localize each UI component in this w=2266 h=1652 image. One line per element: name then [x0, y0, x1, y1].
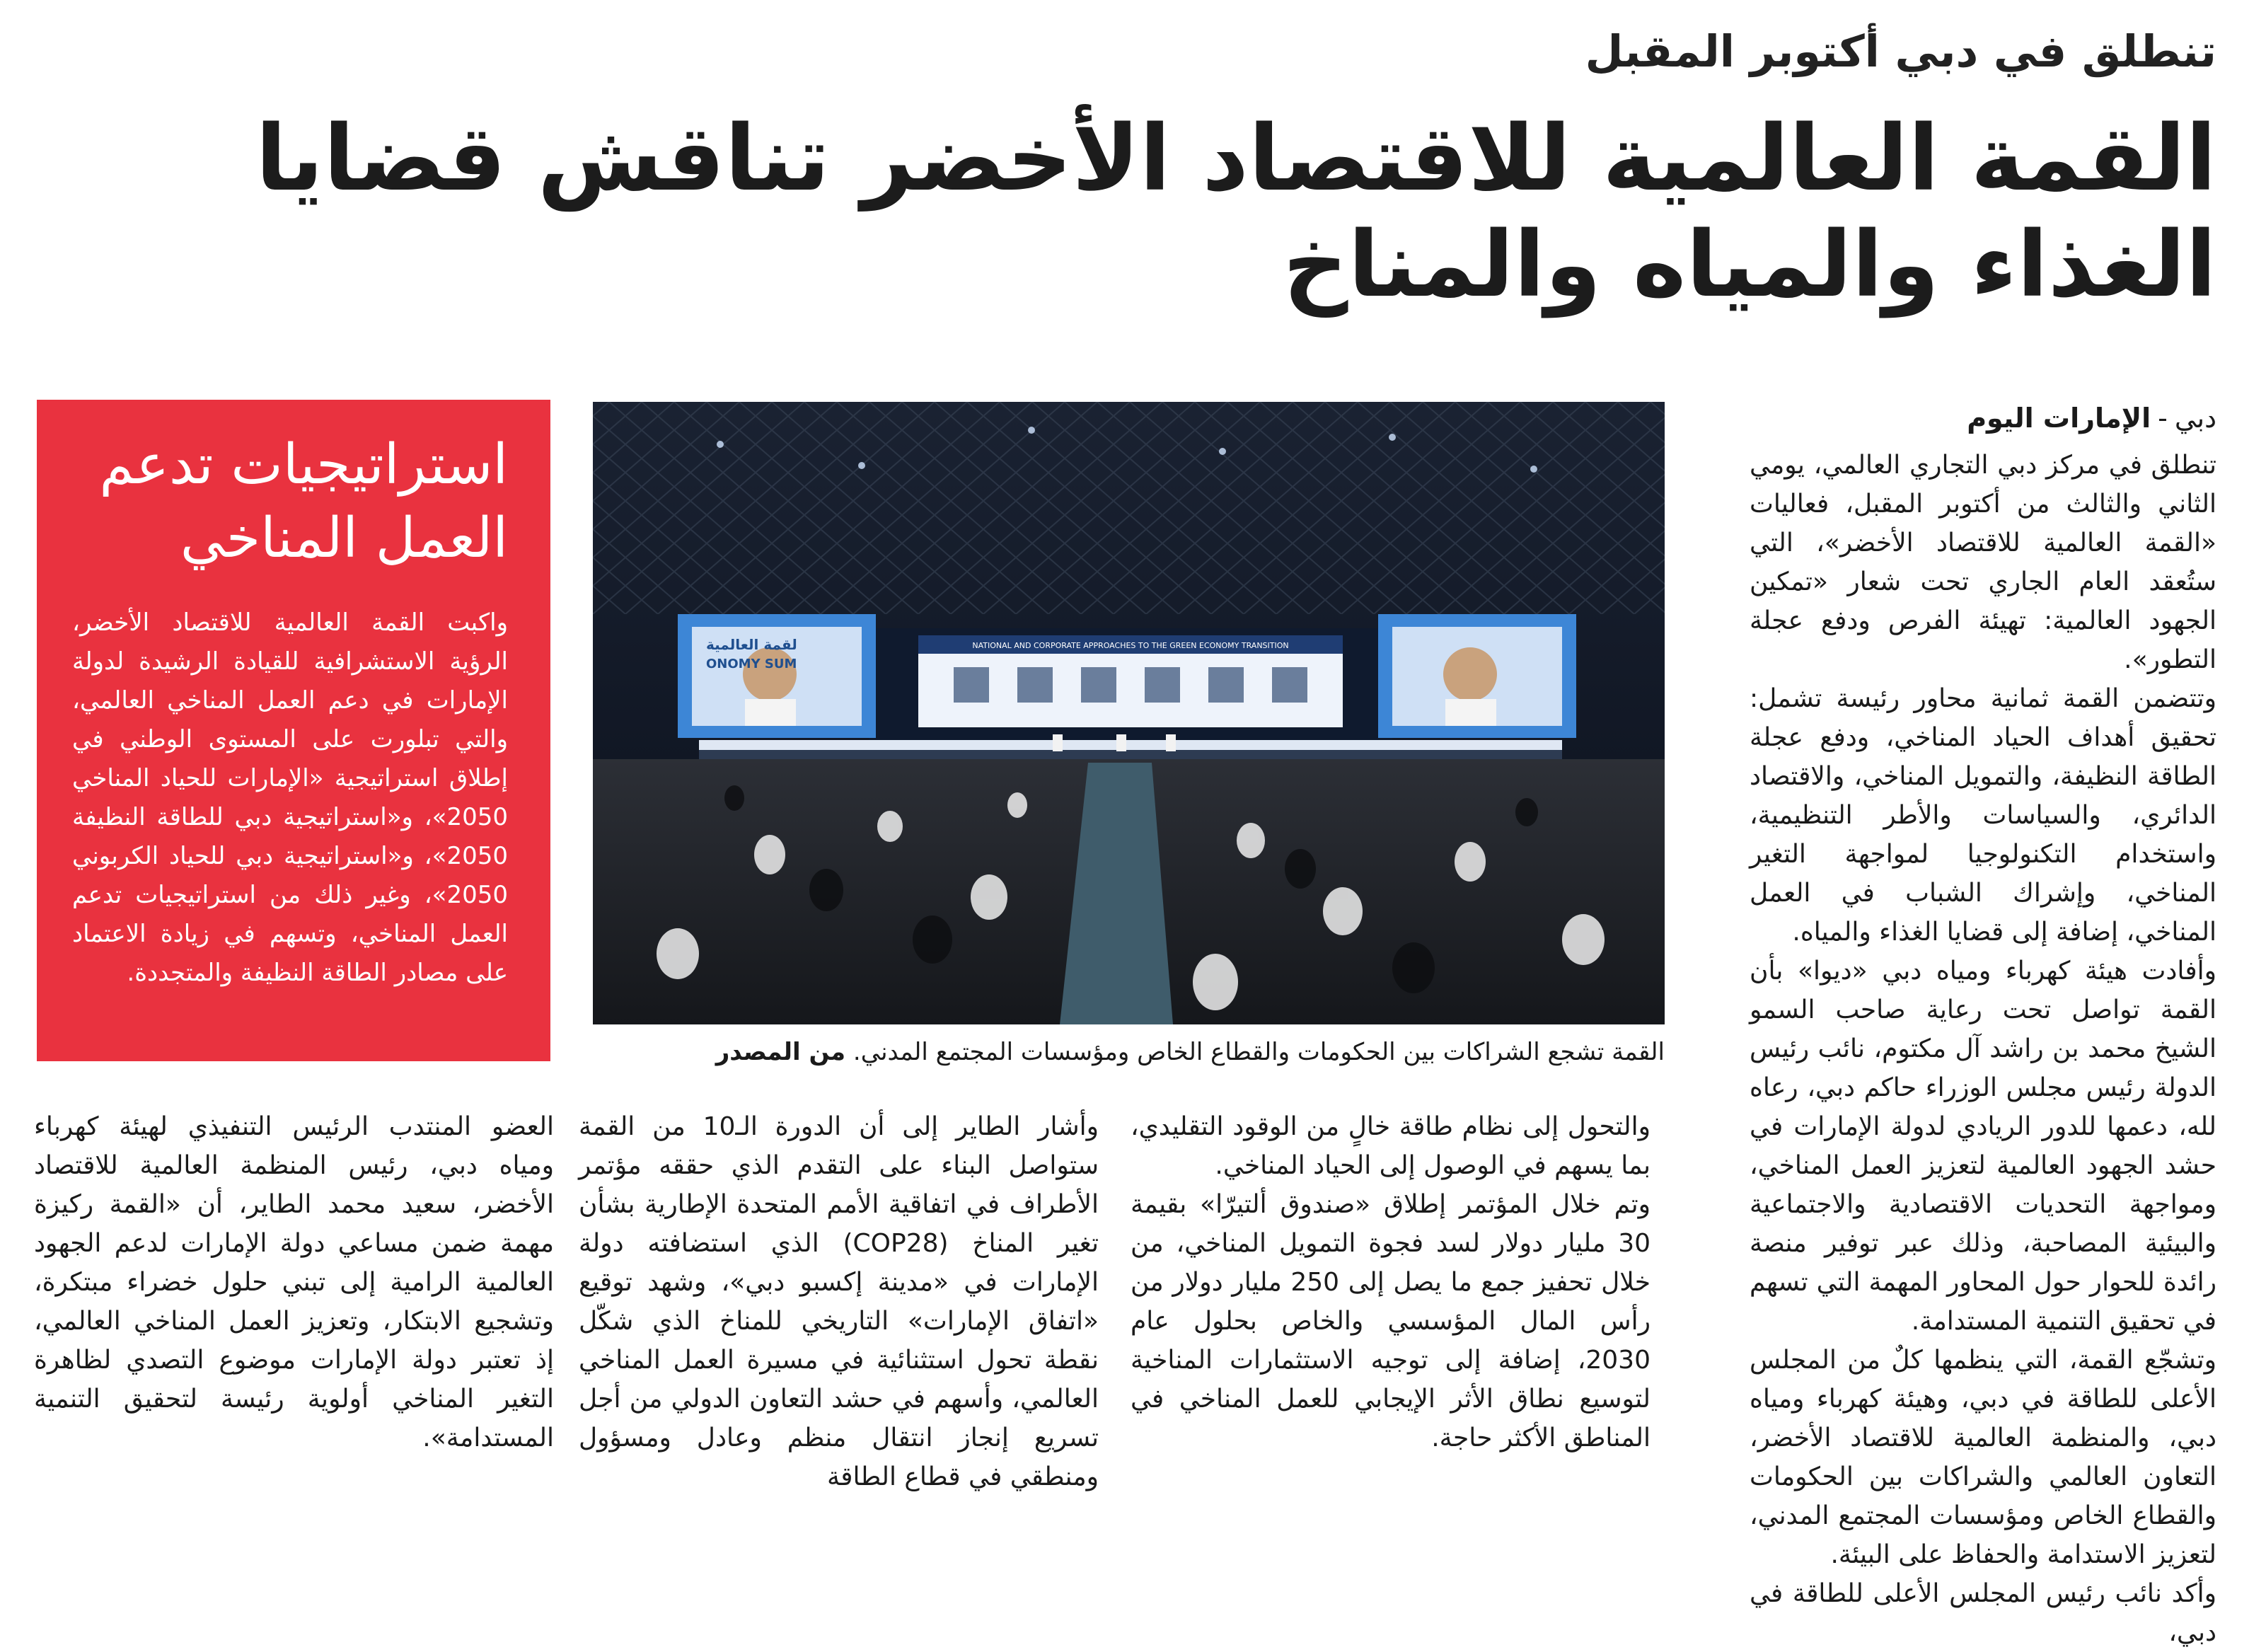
paragraph: وأشار الطاير إلى أن الدورة الـ10 من القمة ستواصل البناء على التقدم الذي حققه مؤتمر الأطراف في اتفاقية الأمم المتحدة الإطارية بشأن تغير المناخ (COP28) الذي استضافته دولة الإمارات في «مدينة إكسبو دبي»، وشهد توقيع «اتفاق الإمارات» التاريخي للمناخ الذي شكّل نقطة تحول استثنائية في مسيرة العمل المناخي العالمي، وأسهم في حشد التعاون الدولي من أجل تسريع إنجاز انتقال منظم وعادل ومسؤول ومنطقي في قطاع الطاقة — [579, 1112, 1099, 1491]
sidebar-box — [37, 400, 550, 1061]
paragraph: وتشجّع القمة، التي ينظمها كلٌ من المجلس الأعلى للطاقة في دبي، وهيئة كهرباء ومياه دبي، والمنظمة العالمية للاقتصاد الأخضر، التعاون العالمي والشراكات بين الحكومات والقطاع الخاص ومؤسسات المجتمع المدني، لتعزيز الاستدامة والحفاظ على البيئة. — [1750, 1346, 2216, 1569]
byline-city: دبي — [2174, 403, 2216, 434]
bottom-column-1 — [34, 1107, 554, 1457]
paragraph: وأكد نائب رئيس المجلس الأعلى للطاقة في دبي، — [1750, 1579, 2216, 1647]
paragraph: وتم خلال المؤتمر إطلاق «صندوق ألتيرّا» بقيمة 30 مليار دولار لسد فجوة التمويل المناخي، من خلال تحفيز جمع ما يصل إلى 250 مليار دولار من رأس المال المؤسسي والخاص بحلول عام 2030، إضافة إلى توجيه الاستثمارات المناخية لتوسيع نطاق الأثر الإيجابي للعمل المناخي في المناطق الأكثر حاجة. — [1131, 1190, 1651, 1452]
conference-photo — [593, 402, 1665, 1024]
byline-separator: - — [2158, 403, 2168, 434]
paragraph: وأفادت هيئة كهرباء ومياه دبي «ديوا» بأن القمة تواصل تحت رعاية صاحب السمو الشيخ محمد بن راشد آل مكتوم، نائب رئيس الدولة رئيس مجلس الوزراء حاكم دبي، رعاه لله، دعمها للدور الريادي لدولة الإمارات في حشد الجهود العالمية لتعزيز العمل المناخي، ومواجهة التحديات الاقتصادية والاجتماعية والبيئية المصاحبة، وذلك عبر توفير منصة رائدة للحوار حول المحاور المهمة التي تسهم في تحقيق التنمية المستدامة. — [1750, 957, 2216, 1336]
paragraph: وتتضمن القمة ثمانية محاور رئيسة تشمل: تحقيق أهداف الحياد المناخي، ودفع عجلة الطاقة النظيفة، والتمويل المناخي، والاقتصاد الدائري، والسياسات والأطر التنظيمية، واستخدام التكنولوجيا لمواجهة التغير المناخي، وإشراك الشباب في العمل المناخي، إضافة إلى قضايا الغذاء والمياه. — [1750, 684, 2216, 947]
byline — [1750, 400, 2216, 437]
sidebar-body: واكبت القمة العالمية للاقتصاد الأخضر، الرؤية الاستشرافية للقيادة الرشيدة لدولة الإمارات في دعم العمل المناخي العالمي، والتي تبلورت على المستوى الوطني في إطلاق استراتيجية «الإمارات للحياد المناخي 2050»، و«استراتيجية دبي للطاقة النظيفة 2050»، و«استراتيجية دبي للحياد الكربوني 2050»، وغير ذلك من استراتيجيات تدعم العمل المناخي، وتسهم في زيادة الاعتماد على مصادر الطاقة النظيفة والمتجددة. — [72, 608, 508, 987]
byline-source: الإمارات اليوم — [1967, 403, 2151, 434]
screen-banner: NATIONAL AND CORPORATE APPROACHES TO THE GREEN ECONOMY TRANSITION — [972, 641, 1289, 650]
side-screen-text-en: ONOMY SUM — [706, 657, 797, 671]
paragraph: والتحول إلى نظام طاقة خالٍ من الوقود التقليدي، بما يسهم في الوصول إلى الحياد المناخي. — [1131, 1112, 1651, 1180]
paragraph: العضو المنتدب الرئيس التنفيذي لهيئة كهرباء ومياه دبي، رئيس المنظمة العالمية للاقتصاد الأخضر، سعيد محمد الطاير، أن «القمة ركيزة مهمة ضمن مساعي دولة الإمارات لدعم الجهود العالمية الرامية إلى تبني حلول خضراء مبتكرة، وتشجيع الابتكار، وتعزيز العمل المناخي العالمي، إذ تعتبر دولة الإمارات موضوع التصدي لظاهرة التغير المناخي أولوية رئيسة لتحقيق التنمية المستدامة». — [34, 1112, 554, 1452]
caption-source: من المصدر — [715, 1038, 846, 1066]
intro-column — [1750, 446, 2216, 1652]
photo-caption — [589, 1034, 1665, 1070]
kicker-line: تنطلق في دبي أكتوبر المقبل — [1585, 25, 2216, 77]
article-headline: القمة العالمية للاقتصاد الأخضر تناقش قضايا الغذاء والمياه والمناخ — [255, 106, 2216, 318]
sidebar-title: استراتيجيات تدعم العمل المناخي — [99, 433, 508, 570]
bottom-column-3 — [1131, 1107, 1651, 1457]
side-screen-text: لقمة العالمية — [706, 636, 797, 653]
bottom-column-2 — [579, 1107, 1099, 1496]
caption-text: القمة تشجع الشراكات بين الحكومات والقطاع الخاص ومؤسسات المجتمع المدني. — [852, 1038, 1665, 1066]
paragraph: تنطلق في مركز دبي التجاري العالمي، يومي الثاني والثالث من أكتوبر المقبل، فعاليات «القمة العالمية للاقتصاد الأخضر»، التي ستُعقد العام الجاري تحت شعار «تمكين الجهود العالمية: تهيئة الفرص ودفع عجلة التطور». — [1750, 451, 2216, 674]
